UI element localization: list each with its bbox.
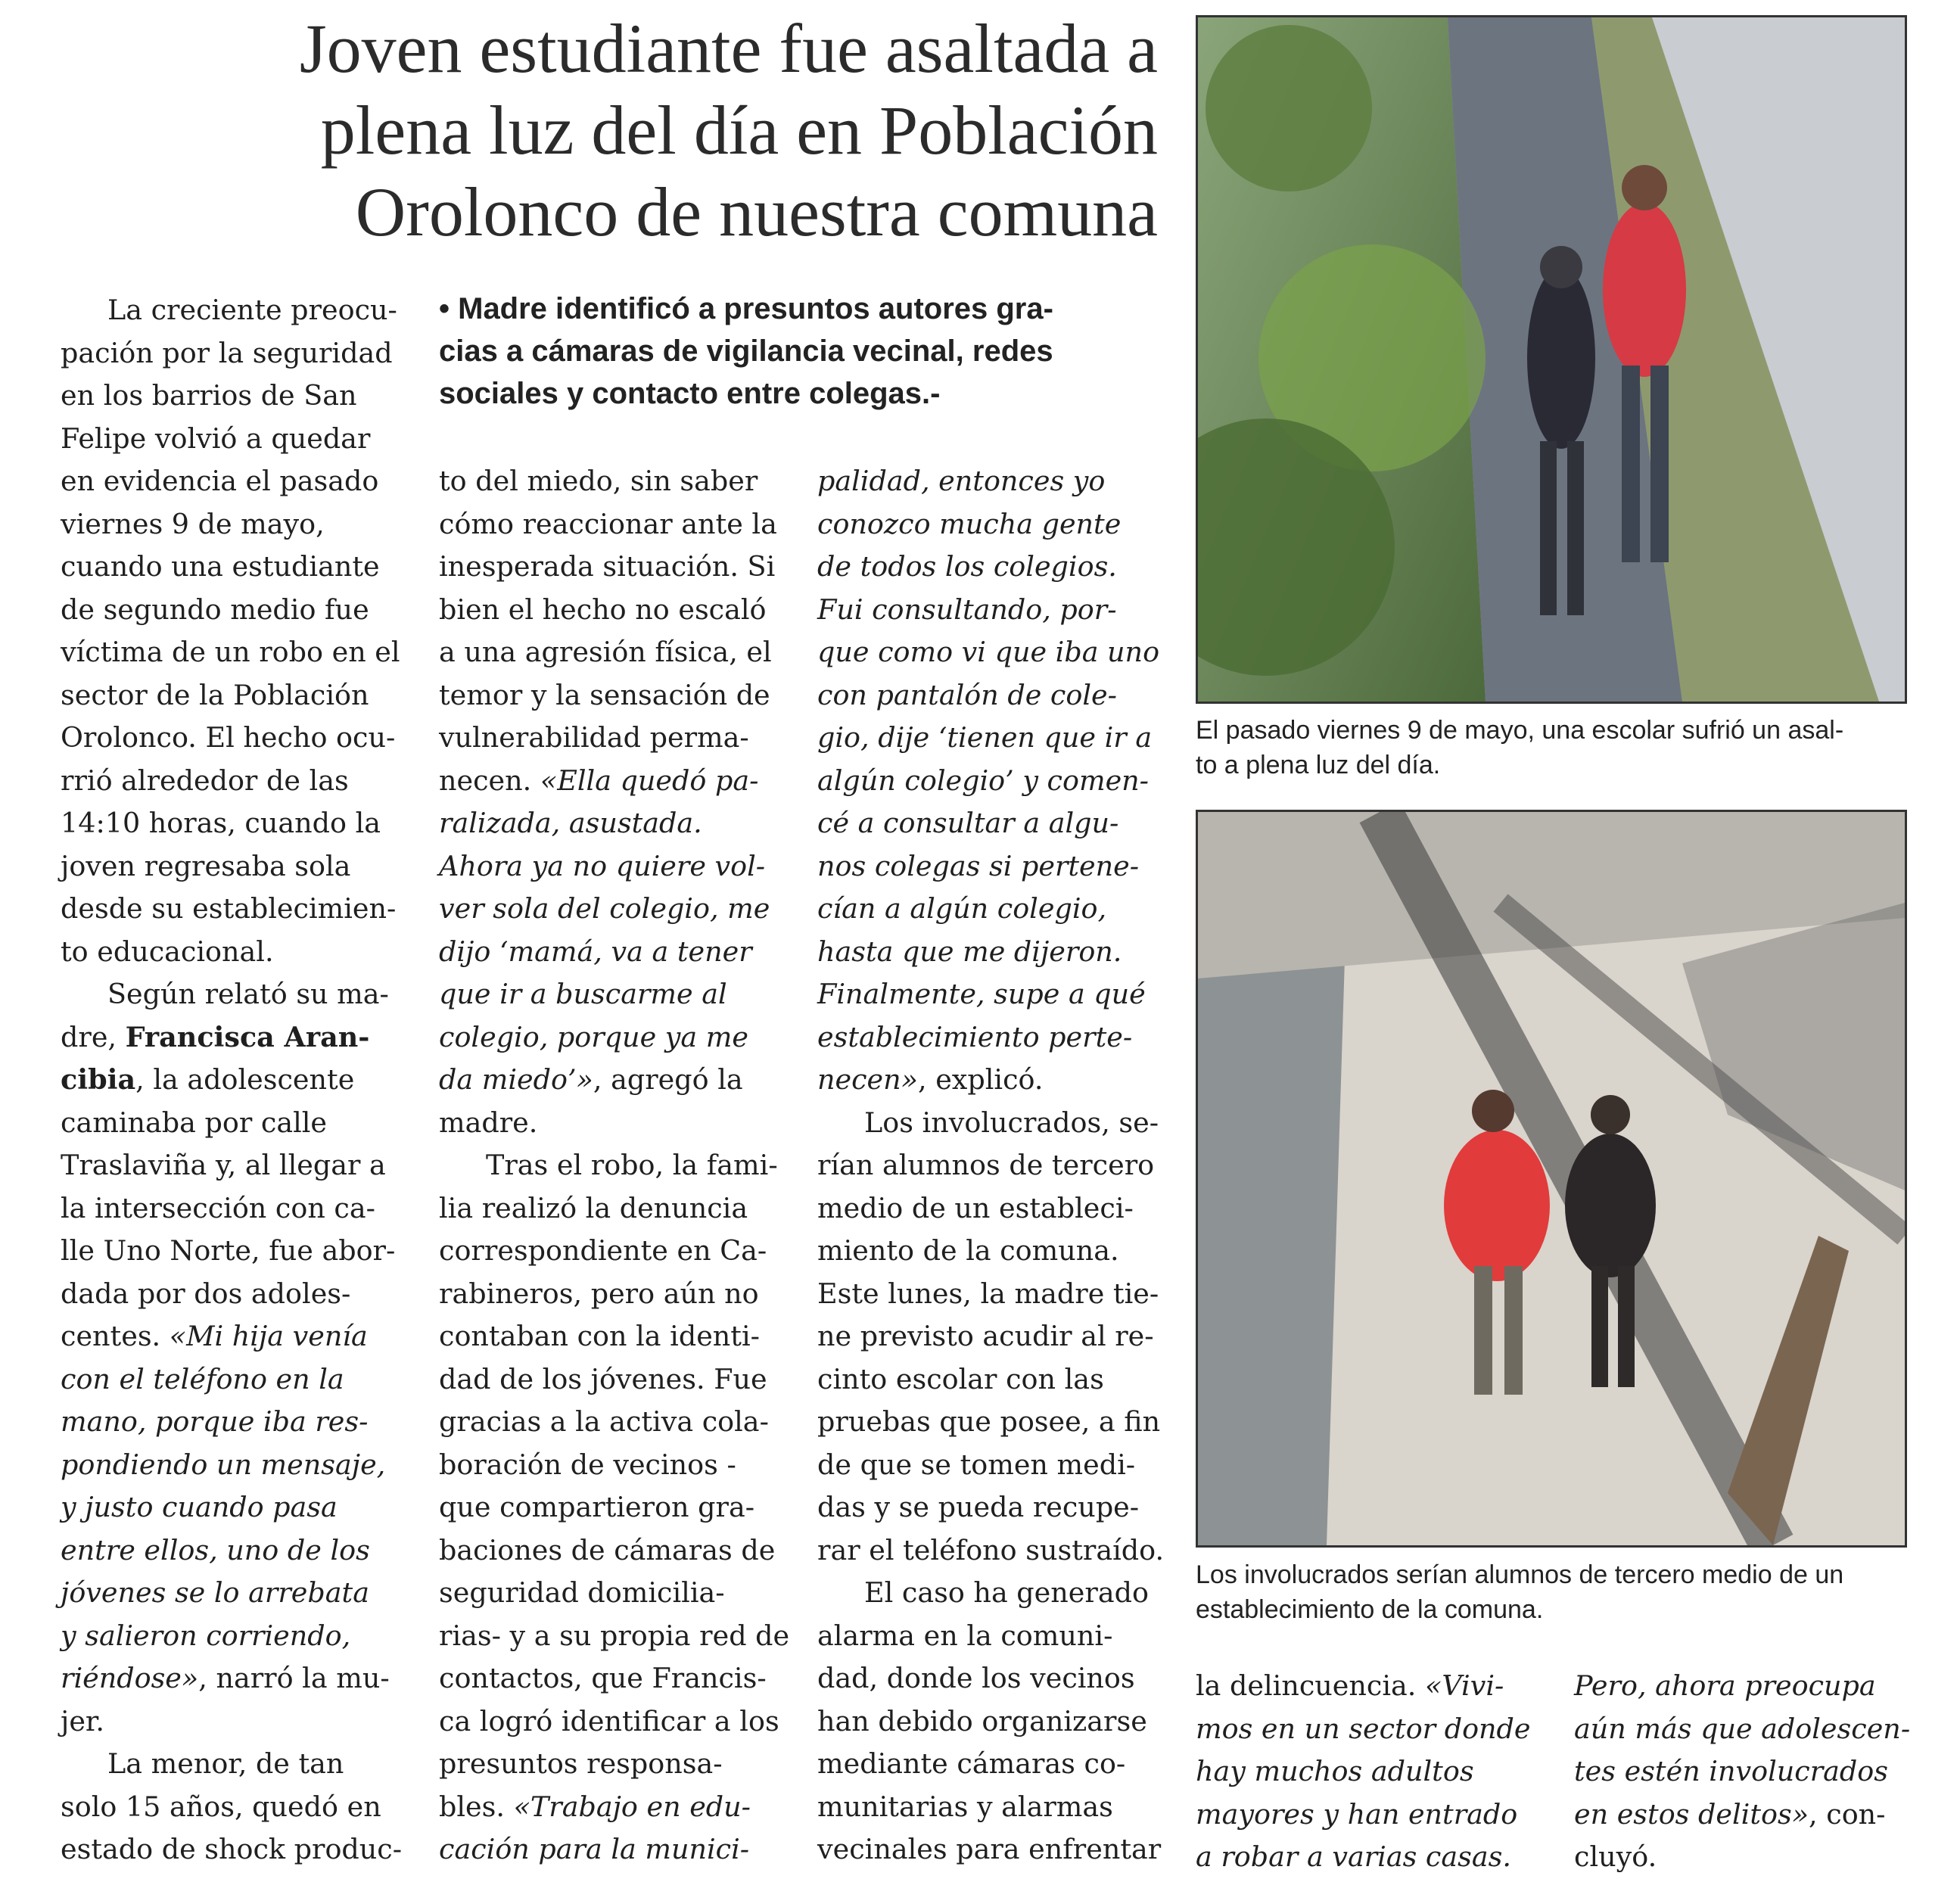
text-line: Traslaviña y, al llegar a [61, 1149, 386, 1181]
subheadline-line: cias a cámaras de vigilancia vecinal, redes [439, 334, 1053, 368]
quote-line: mano, porque iba res- [61, 1405, 369, 1438]
text-line: dad, donde los vecinos [817, 1662, 1135, 1694]
quote-text: da miedo’» [439, 1063, 593, 1096]
text-line: dad de los jóvenes. Fue [439, 1362, 767, 1395]
text-line: vulnerabilidad perma- [439, 721, 749, 754]
subheadline-line: • Madre identificó a presuntos autores gra- [439, 292, 1053, 325]
text-line: da miedo’» , agregó la [439, 1059, 772, 1102]
text-line: la intersección con ca- [61, 1191, 375, 1224]
quote-text: necen» [817, 1063, 918, 1096]
text-line: víctima de un robo en el [61, 636, 400, 668]
text-line: en los barrios de San [61, 379, 357, 412]
text-line: desde su establecimien- [61, 892, 397, 925]
quote-line: con el teléfono en la [61, 1362, 344, 1395]
text-line: cuando una estudiante [61, 550, 380, 583]
text-line: alarma en la comuni- [817, 1619, 1113, 1652]
quote-line: ver sola del colegio, me [439, 892, 770, 925]
quote-line: que ir a buscarme al [439, 978, 727, 1010]
text-line: cibia , la adolescente [61, 1059, 394, 1102]
quote-text: «Trabajo en edu- [513, 1790, 751, 1823]
text-line: La menor, de tan [107, 1747, 344, 1780]
text-line: vecinales para enfrentar [817, 1833, 1162, 1865]
caption-line: Los involucrados serían alumnos de tercero medio de un [1196, 1560, 1844, 1589]
quote-text: riéndose» [61, 1662, 199, 1694]
text-line: Los involucrados, se- [864, 1106, 1159, 1139]
text-line: to educacional. [61, 935, 274, 968]
text-line: cinto escolar con las [817, 1362, 1104, 1395]
photo-1-illustration [1198, 17, 1905, 702]
text-line: rias- y a su propia red de [439, 1619, 790, 1652]
quote-line: dijo ‘mamá, va a tener [439, 935, 752, 968]
quote-line: que como vi que iba uno [817, 636, 1160, 668]
quote-line: cación para la munici- [439, 1833, 750, 1865]
text-line: de que se tomen medi- [817, 1448, 1136, 1481]
article-column-3 [817, 460, 1165, 1871]
caption-line: to a plena luz del día. [1196, 751, 1441, 779]
quote-line: Finalmente, supe a qué [817, 978, 1146, 1010]
quote-line: nos colegas si pertene- [817, 849, 1140, 882]
text-line: bien el hecho no escaló [439, 593, 767, 626]
quote-text: «Vivi- [1425, 1669, 1504, 1702]
text-line: dre, Francisca Aran- [61, 1016, 394, 1059]
photo-1-caption [1196, 713, 1907, 782]
text-line: que compartieron gra- [439, 1491, 755, 1523]
quote-line: Ahora ya no quiere vol- [439, 849, 766, 882]
person-name: cibia [61, 1063, 136, 1096]
quote-line: mayores y han entrado [1196, 1797, 1518, 1831]
text-line: medio de un estableci- [817, 1191, 1134, 1224]
quote-line: jóvenes se lo arrebata [61, 1576, 369, 1609]
text-line: to del miedo, sin saber [439, 465, 758, 497]
quote-line: entre ellos, uno de los [61, 1533, 370, 1566]
text-line: La creciente preocu- [107, 294, 397, 326]
headline-line: Joven estudiante fue asaltada a [299, 10, 1158, 87]
quote-line: Fui consultando, por- [817, 593, 1117, 626]
text-line: rar el teléfono sustraído. [817, 1533, 1165, 1566]
quote-line: y salieron corriendo, [61, 1619, 351, 1652]
subheadline [439, 288, 1158, 415]
text-line: seguridad domicilia- [439, 1576, 725, 1609]
quote-line: conozco mucha gente [817, 507, 1122, 540]
text-line: Tras el robo, la fami- [486, 1149, 778, 1181]
text-line: baciones de cámaras de [439, 1533, 776, 1566]
text-line: en estos delitos» , con- [1574, 1793, 1907, 1837]
text-line: sector de la Población [61, 678, 369, 711]
quote-text: en estos delitos» [1574, 1797, 1809, 1831]
quote-line: palidad, entonces yo [817, 465, 1106, 497]
text-line: han debido organizarse [817, 1704, 1147, 1737]
text-line: correspondiente en Ca- [439, 1234, 767, 1267]
text-line: necen. «Ella quedó pa- [439, 760, 772, 803]
caption-line: El pasado viernes 9 de mayo, una escolar sufrió un asal- [1196, 716, 1844, 745]
quote-line: algún colegio’ y comen- [817, 764, 1150, 797]
quote-line: y justo cuando pasa [61, 1491, 338, 1523]
article-column-4 [1196, 1665, 1529, 1879]
text-line: a una agresión física, el [439, 636, 772, 668]
text-line: la delincuencia. «Vivi- [1196, 1665, 1529, 1708]
quote-line: Pero, ahora preocupa [1574, 1669, 1876, 1702]
text-line: boración de vecinos - [439, 1448, 736, 1481]
text-line: 14:10 horas, cuando la [61, 807, 381, 839]
text-line: rían alumnos de tercero [817, 1149, 1155, 1181]
quote-line: con pantalón de cole- [817, 678, 1117, 711]
text-line: centes. «Mi hija venía [61, 1315, 394, 1358]
headline [114, 8, 1158, 253]
text-line: jer. [61, 1704, 104, 1737]
quote-line: hay muchos adultos [1196, 1755, 1474, 1787]
photo-2-illustration [1198, 812, 1905, 1545]
text-line: El caso ha generado [864, 1576, 1149, 1609]
subheadline-line: sociales y contacto entre colegas.- [439, 377, 941, 410]
person-name: Francisca Aran- [125, 1020, 370, 1053]
text-line: madre. [439, 1106, 538, 1139]
text-line: viernes 9 de mayo, [61, 507, 325, 540]
photo-suspects-walking [1196, 810, 1907, 1548]
text-line: contactos, que Francis- [439, 1662, 767, 1694]
text-line: en evidencia el pasado [61, 465, 379, 497]
text-line: lle Uno Norte, fue abor- [61, 1234, 396, 1267]
text-line: rrió alrededor de las [61, 764, 349, 797]
quote-line: mos en un sector donde [1196, 1712, 1531, 1745]
text-line: caminaba por calle [61, 1106, 328, 1139]
quote-text: «Ella quedó pa- [540, 764, 759, 797]
quote-line: a robar a varias casas. [1196, 1840, 1511, 1873]
text-line: ca logró identificar a los [439, 1704, 779, 1737]
quote-line: establecimiento perte- [817, 1020, 1133, 1053]
text-line: riéndose» , narró la mu- [61, 1657, 394, 1700]
text-line: contaban con la identi- [439, 1320, 760, 1352]
photo-2-caption [1196, 1557, 1907, 1627]
text-line: Según relató su ma- [107, 978, 389, 1010]
quote-line: ralizada, asustada. [439, 807, 702, 839]
text-line: bles. «Trabajo en edu- [439, 1786, 772, 1829]
quote-line: aún más que adolescen- [1574, 1712, 1911, 1745]
text-line: munitarias y alarmas [817, 1790, 1113, 1823]
text-line: solo 15 años, quedó en [61, 1790, 381, 1823]
text-line: cluyó. [1574, 1840, 1657, 1873]
text-line: das y se pueda recupe- [817, 1491, 1140, 1523]
caption-line: establecimiento de la comuna. [1196, 1595, 1544, 1624]
text-line: gracias a la activa cola- [439, 1405, 769, 1438]
text-line: joven regresaba sola [61, 849, 351, 882]
text-line: inesperada situación. Si [439, 550, 776, 583]
headline-line: plena luz del día en Población [320, 92, 1158, 169]
text-line: Felipe volvió a quedar [61, 422, 371, 455]
text-line: Este lunes, la madre tie- [817, 1277, 1159, 1310]
text-line: necen» , explicó. [817, 1059, 1150, 1102]
quote-line: tes estén involucrados [1574, 1755, 1888, 1787]
text-line: rabineros, pero aún no [439, 1277, 759, 1310]
text-line: miento de la comuna. [817, 1234, 1119, 1267]
text-line: dada por dos adoles- [61, 1277, 351, 1310]
text-line: cómo reaccionar ante la [439, 507, 777, 540]
photo-security-camera-street [1196, 15, 1907, 704]
article-column-5 [1574, 1665, 1911, 1879]
text-line: de segundo medio fue [61, 593, 369, 626]
text-line: pación por la seguridad [61, 336, 393, 369]
quote-line: colegio, porque ya me [439, 1020, 748, 1053]
text-line: presuntos responsa- [439, 1747, 723, 1780]
quote-line: gio, dije ‘tienen que ir a [817, 721, 1153, 754]
text-line: mediante cámaras co- [817, 1747, 1126, 1780]
quote-line: de todos los colegios. [817, 550, 1117, 583]
quote-text: «Mi hija venía [169, 1320, 368, 1352]
quote-line: pondiendo un mensaje, [61, 1448, 386, 1481]
article-column-2 [439, 460, 790, 1871]
text-line: pruebas que posee, a fin [817, 1405, 1161, 1438]
quote-line: cían a algún colegio, [817, 892, 1107, 925]
text-line: temor y la sensación de [439, 678, 770, 711]
text-line: estado de shock produc- [61, 1833, 403, 1865]
quote-line: hasta que me dijeron. [817, 935, 1122, 968]
text-line: lia realizó la denuncia [439, 1191, 748, 1224]
headline-line: Orolonco de nuestra comuna [355, 173, 1158, 250]
article-column-1 [61, 289, 403, 1871]
quote-line: cé a consultar a algu- [817, 807, 1119, 839]
text-line: ne previsto acudir al re- [817, 1320, 1154, 1352]
text-line: Orolonco. El hecho ocu- [61, 721, 396, 754]
